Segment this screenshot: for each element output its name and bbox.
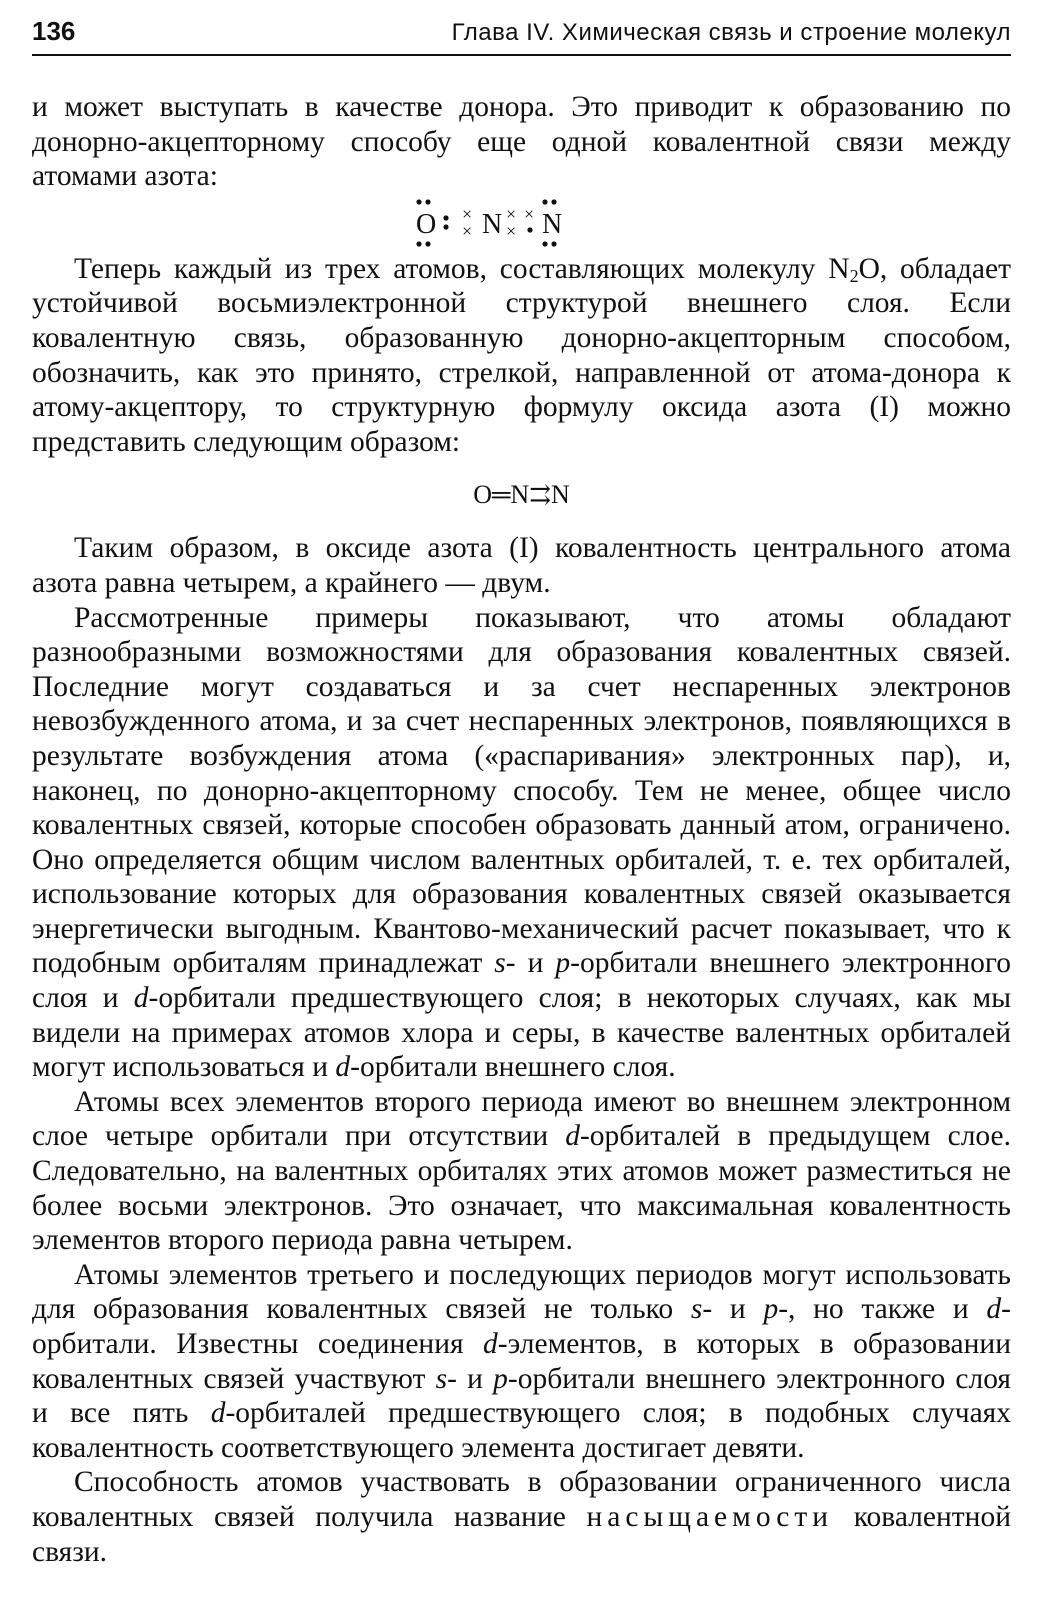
lewis-atom-o: O bbox=[415, 208, 436, 240]
text-run: -орбитали внешнего слоя. bbox=[350, 1051, 676, 1084]
paragraph-4 bbox=[32, 601, 1011, 1085]
italic-letter: d bbox=[565, 1120, 580, 1153]
paragraph-6 bbox=[32, 1258, 1011, 1466]
text-run: - и bbox=[447, 1362, 494, 1395]
paragraph-5 bbox=[32, 1085, 1011, 1258]
text-run: -орбиталей предшествующего слоя; в подобных случаях ковалентность соответствующего элемента достигает девяти. bbox=[32, 1397, 1011, 1464]
text-run: Способность атомов участвовать в образовании ограниченного числа ковалентных связей получила название bbox=[32, 1466, 1011, 1533]
page-header bbox=[32, 16, 1011, 56]
svg-text:×: × bbox=[461, 203, 472, 224]
lewis-structure-diagram bbox=[402, 194, 642, 252]
text-run: -орбитали. Известны соединения bbox=[32, 1293, 1011, 1360]
paragraph-1: и может выступать в качестве донора. Это приводит к образованию по донорно-акцепторному способу еще одной ковалентной связи между атомами азота: bbox=[32, 91, 1011, 193]
italic-letter: p bbox=[555, 947, 571, 980]
italic-letter: d bbox=[335, 1051, 351, 1084]
text-run: Атомы элементов третьего и последующих периодов могут использовать для образования ковалентных связей не только bbox=[32, 1258, 1011, 1326]
paragraph-2-text-a: Теперь каждый из трех атомов, составляющих молекулу N bbox=[74, 252, 850, 285]
italic-letter: s bbox=[690, 1293, 703, 1326]
svg-text:×: × bbox=[461, 220, 472, 241]
italic-letter: s bbox=[494, 947, 506, 980]
paragraph-2 bbox=[32, 252, 1011, 460]
italic-letter: p bbox=[763, 1293, 779, 1326]
text-run: Атомы всех элементов второго периода имеют во внешнем электронном слое четыре орбитали при отсутствии bbox=[32, 1085, 1011, 1153]
formula-n2o-structural: O═N⇉N bbox=[473, 480, 570, 510]
svg-text:×: × bbox=[505, 220, 516, 241]
lewis-atom-n-1: N bbox=[481, 208, 502, 240]
italic-letter: d bbox=[133, 982, 149, 1015]
italic-letter: p bbox=[493, 1362, 508, 1395]
paragraph-3: Таким образом, в оксиде азота (I) ковалентность центрального атома азота равна четырем, а крайнего — двум. bbox=[32, 532, 1011, 599]
text-run: -орбитали внешнего электронного слоя и все пять bbox=[32, 1362, 1011, 1430]
italic-letter: d bbox=[986, 1293, 1002, 1326]
italic-letter: s bbox=[435, 1362, 448, 1395]
text-run: - и bbox=[505, 947, 556, 980]
text-run: ковалентной связи. bbox=[32, 1500, 1011, 1568]
page-number: 136 bbox=[32, 16, 76, 46]
text-run: -орбитали внешнего электронного слоя и bbox=[32, 947, 1011, 1015]
text-run: -, но также и bbox=[778, 1293, 987, 1326]
subscript-2: 2 bbox=[849, 265, 859, 286]
italic-letter: d bbox=[210, 1397, 226, 1430]
text-run: Рассмотренные примеры показывают, что атомы обладают разнообразными возможностями для образования ковалентных связей. Последние могут создаваться и за счет неспаренных электронов невозбужденного атома, и за счет неспаренных электронов, появляющихся в результате возбуждения атома («распаривания» электронных пар), и, наконец, по донорно-акцепторному способу. Тем не менее, общее число ковалентных связей, которые способен образовать данный атом, ограничено. Оно определяется общим числом валентных орбиталей, т. е. тех орбиталей, использование которых для образования ковалентных связей оказывается энергетически выгодным. Квантово-механический расчет показывает, что к подобным орбиталям принадлежат bbox=[32, 601, 1011, 980]
text-run: -орбиталей в предыдущем слое. Следовательно, на валентных орбиталях этих атомов может разместиться не более восьми электронов. Это означает, что максимальная ковалентность элементов второго периода равна четырем. bbox=[32, 1120, 1011, 1257]
text-run: -элементов, в которых в образовании ковалентных связей участвуют bbox=[32, 1328, 1011, 1395]
svg-text:×: × bbox=[523, 203, 534, 224]
paragraph-2-text-b: O, обладает устойчивой восьмиэлектронной структурой внешнего слоя. Если ковалентную связь, образованную донорно-акцепторным способом, обозначить, как это принято, стрелкой, направленной от атома-донора к атому-акцептору, то структурную формулу оксида азота (I) можно представить следующим образом: bbox=[32, 252, 1011, 458]
lewis-atom-n-2: N bbox=[541, 208, 562, 240]
page-body bbox=[32, 90, 1011, 1569]
paragraph-7 bbox=[32, 1465, 1011, 1569]
running-title: Глава IV. Химическая связь и строение молекул bbox=[451, 19, 1011, 46]
text-run: - и bbox=[702, 1293, 764, 1326]
italic-letter: d bbox=[483, 1328, 498, 1360]
spaced-term: насыщаемости bbox=[586, 1500, 834, 1533]
text-run: -орбитали предшествующего слоя; в некоторых случаях, как мы видели на примерах атомов хлора и серы, в качестве валентных орбиталей могут использоваться и bbox=[32, 982, 1012, 1084]
formula-n2o-lewis bbox=[32, 194, 1011, 252]
svg-text:×: × bbox=[505, 203, 516, 224]
